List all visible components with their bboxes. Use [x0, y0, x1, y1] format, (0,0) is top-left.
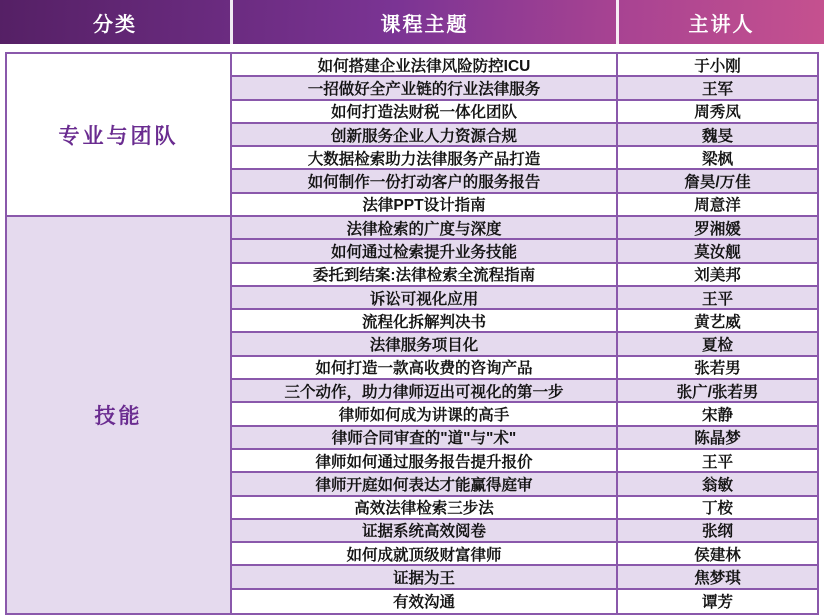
topic-cell: 法律PPT设计指南	[232, 194, 618, 217]
speaker-cell: 周意洋	[618, 194, 817, 217]
header-speaker: 主讲人	[616, 0, 824, 44]
topic-cell: 如何制作一份打动客户的服务报告	[232, 170, 618, 193]
speaker-cell: 宋静	[618, 403, 817, 426]
speaker-cell: 夏检	[618, 333, 817, 356]
speaker-cell: 陈晶梦	[618, 427, 817, 450]
speaker-cell: 张若男	[618, 357, 817, 380]
topic-cell: 一招做好全产业链的行业法律服务	[232, 77, 618, 100]
topic-cell: 大数据检索助力法律服务产品打造	[232, 147, 618, 170]
topic-cell: 诉讼可视化应用	[232, 287, 618, 310]
speaker-cell: 谭芳	[618, 590, 817, 613]
speaker-cell: 张广/张若男	[618, 380, 817, 403]
topic-cell: 律师合同审查的"道"与"术"	[232, 427, 618, 450]
speaker-cell: 詹昊/万佳	[618, 170, 817, 193]
speaker-cell: 莫汝舰	[618, 240, 817, 263]
topic-cell: 流程化拆解判决书	[232, 310, 618, 333]
topic-cell: 法律服务项目化	[232, 333, 618, 356]
category-cell: 技能	[7, 217, 232, 613]
category-cell: 专业与团队	[7, 54, 232, 217]
speaker-cell: 刘美邦	[618, 264, 817, 287]
speaker-cell: 周秀凤	[618, 101, 817, 124]
speaker-cell: 王军	[618, 77, 817, 100]
topic-cell: 如何通过检索提升业务技能	[232, 240, 618, 263]
speaker-cell: 焦梦琪	[618, 566, 817, 589]
speaker-cell: 侯建林	[618, 543, 817, 566]
header-topic: 课程主题	[230, 0, 616, 44]
topic-cell: 创新服务企业人力资源合规	[232, 124, 618, 147]
speaker-cell: 王平	[618, 450, 817, 473]
table-body	[5, 52, 819, 615]
speaker-cell: 于小刚	[618, 54, 817, 77]
topic-cell: 如何成就顶级财富律师	[232, 543, 618, 566]
header-category: 分类	[93, 13, 137, 36]
topic-cell: 律师开庭如何表达才能赢得庭审	[232, 473, 618, 496]
topic-cell: 律师如何成为讲课的高手	[232, 403, 618, 426]
speaker-cell: 梁枫	[618, 147, 817, 170]
topic-cell: 律师如何通过服务报告提升报价	[232, 450, 618, 473]
topic-cell: 如何打造法财税一体化团队	[232, 101, 618, 124]
speaker-cell: 张纲	[618, 520, 817, 543]
topic-cell: 高效法律检索三步法	[232, 497, 618, 520]
speaker-cell: 丁桉	[618, 497, 817, 520]
speaker-cell: 翁敏	[618, 473, 817, 496]
speaker-cell: 魏旻	[618, 124, 817, 147]
topic-cell: 有效沟通	[232, 590, 618, 613]
topic-cell: 如何打造一款高收费的咨询产品	[232, 357, 618, 380]
topic-cell: 证据系统高效阅卷	[232, 520, 618, 543]
topic-cell: 三个动作，助力律师迈出可视化的第一步	[232, 380, 618, 403]
topic-cell: 法律检索的广度与深度	[232, 217, 618, 240]
speaker-cell: 黄艺威	[618, 310, 817, 333]
topic-cell: 证据为王	[232, 566, 618, 589]
table-header	[0, 0, 824, 44]
topic-cell: 委托到结案:法律检索全流程指南	[232, 264, 618, 287]
topic-cell: 如何搭建企业法律风险防控ICU	[232, 54, 618, 77]
speaker-cell: 罗湘媛	[618, 217, 817, 240]
speaker-cell: 王平	[618, 287, 817, 310]
